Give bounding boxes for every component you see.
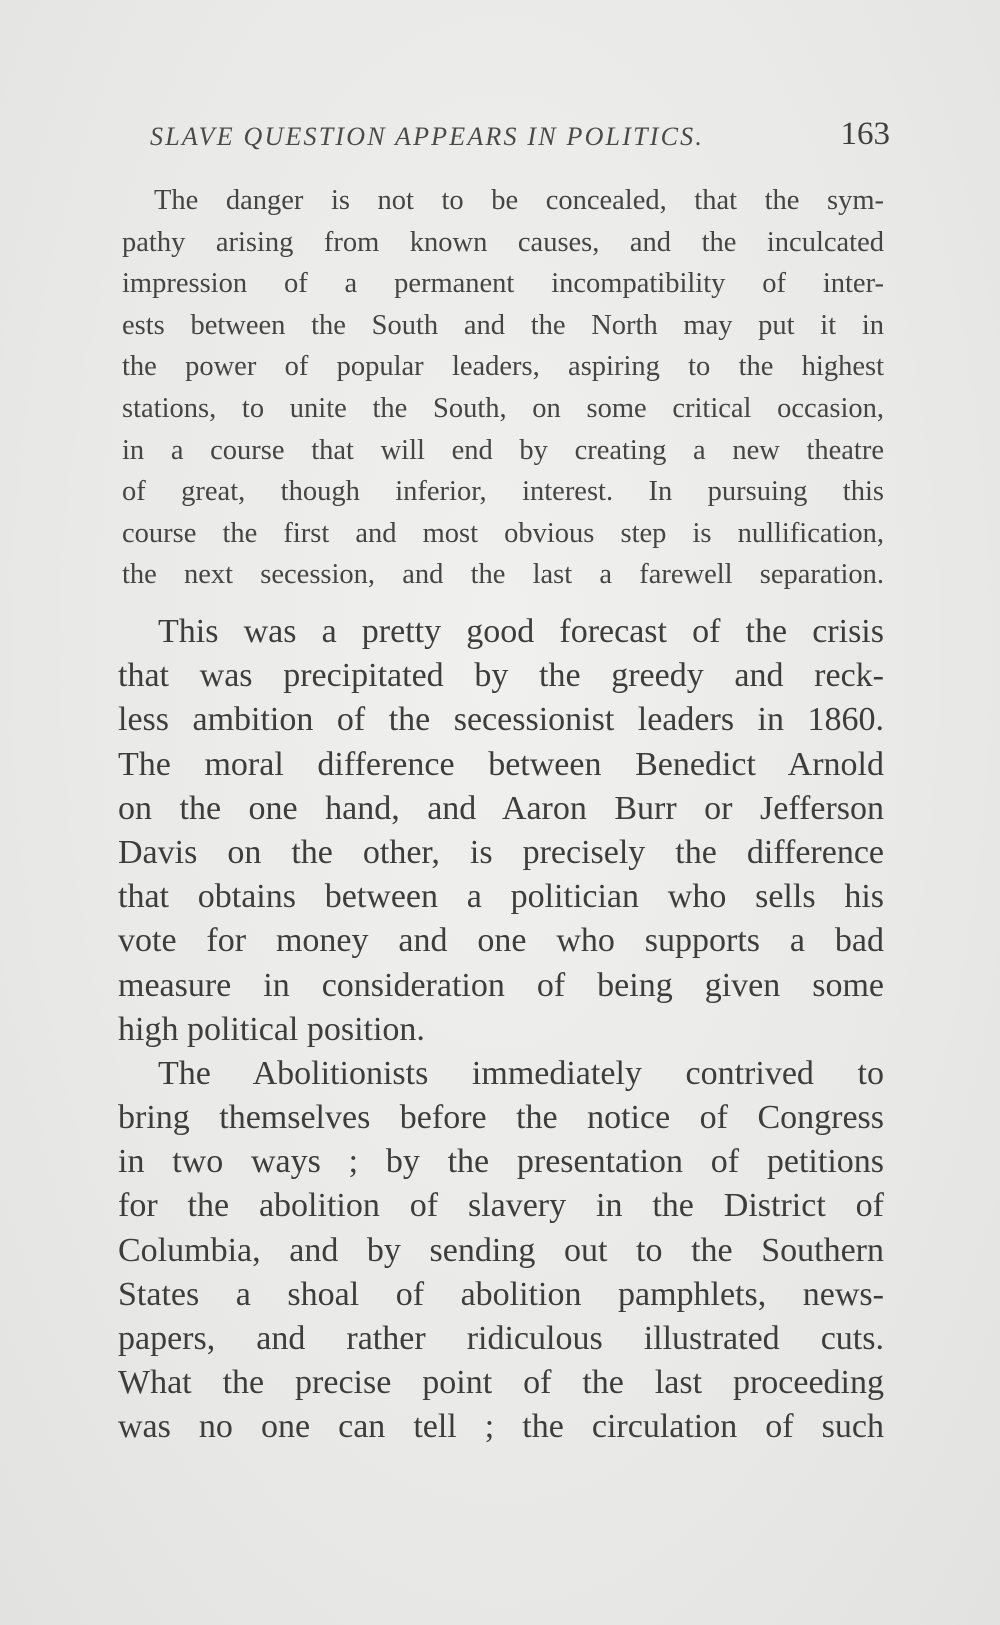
- quote-line: the power of popular leaders, aspiring to the highest: [122, 351, 884, 383]
- quote-line: The danger is not to be concealed, that the sym-: [154, 185, 884, 216]
- quote-line: ests between the South and the North may put it in: [122, 309, 884, 341]
- paragraph-line: The Abolitionists immediately contrived to: [158, 1054, 884, 1092]
- paragraph-line: vote for money and one who supports a bad: [118, 922, 884, 960]
- quote-line: impression of a permanent incompatibility of inter-: [122, 268, 884, 300]
- paragraph-line: measure in consideration of being given some: [118, 966, 884, 1004]
- paragraph-line: high political position.: [118, 1010, 425, 1048]
- paragraph-line: Davis on the other, is precisely the difference: [118, 833, 884, 871]
- quote-line: in a course that will end by creating a new theatre: [122, 434, 884, 466]
- running-head: [150, 116, 890, 162]
- paragraph-line: on the one hand, and Aaron Burr or Jefferson: [118, 789, 884, 827]
- body-text: [118, 610, 884, 1450]
- paragraph-line: Columbia, and by sending out to the Southern: [118, 1231, 884, 1269]
- paragraph-line: in two ways ; by the presentation of petitions: [118, 1143, 884, 1181]
- quote-line: course the first and most obvious step is nullification,: [122, 517, 884, 549]
- block-quote: [122, 180, 884, 596]
- paragraph-line: that obtains between a politician who sells his: [118, 878, 884, 916]
- paragraph-line: States a shoal of abolition pamphlets, news-: [118, 1275, 884, 1313]
- quote-line: the next secession, and the last a farewell separation.: [122, 559, 884, 591]
- paragraph-line: less ambition of the secessionist leaders in 1860.: [118, 701, 884, 739]
- paragraph-line: that was precipitated by the greedy and reck-: [118, 657, 884, 695]
- page-number: 163: [840, 116, 890, 152]
- paragraph-line: bring themselves before the notice of Congress: [118, 1099, 884, 1137]
- paragraph-line: What the precise point of the last proceeding: [118, 1364, 884, 1402]
- paragraph-line: This was a pretty good forecast of the crisis: [158, 613, 884, 650]
- quote-line: pathy arising from known causes, and the inculcated: [122, 226, 884, 258]
- paragraph-line: for the abolition of slavery in the District of: [118, 1187, 884, 1225]
- paragraph-line: The moral difference between Benedict Arnold: [118, 745, 884, 783]
- paragraph-line: papers, and rather ridiculous illustrated cuts.: [118, 1320, 884, 1357]
- quote-line: of great, though inferior, interest. In pursuing this: [122, 476, 884, 508]
- paragraph-line: was no one can tell ; the circulation of such: [118, 1408, 884, 1446]
- running-head-title: SLAVE QUESTION APPEARS IN POLITICS.: [150, 122, 705, 151]
- quote-line: stations, to unite the South, on some critical occasion,: [122, 392, 884, 424]
